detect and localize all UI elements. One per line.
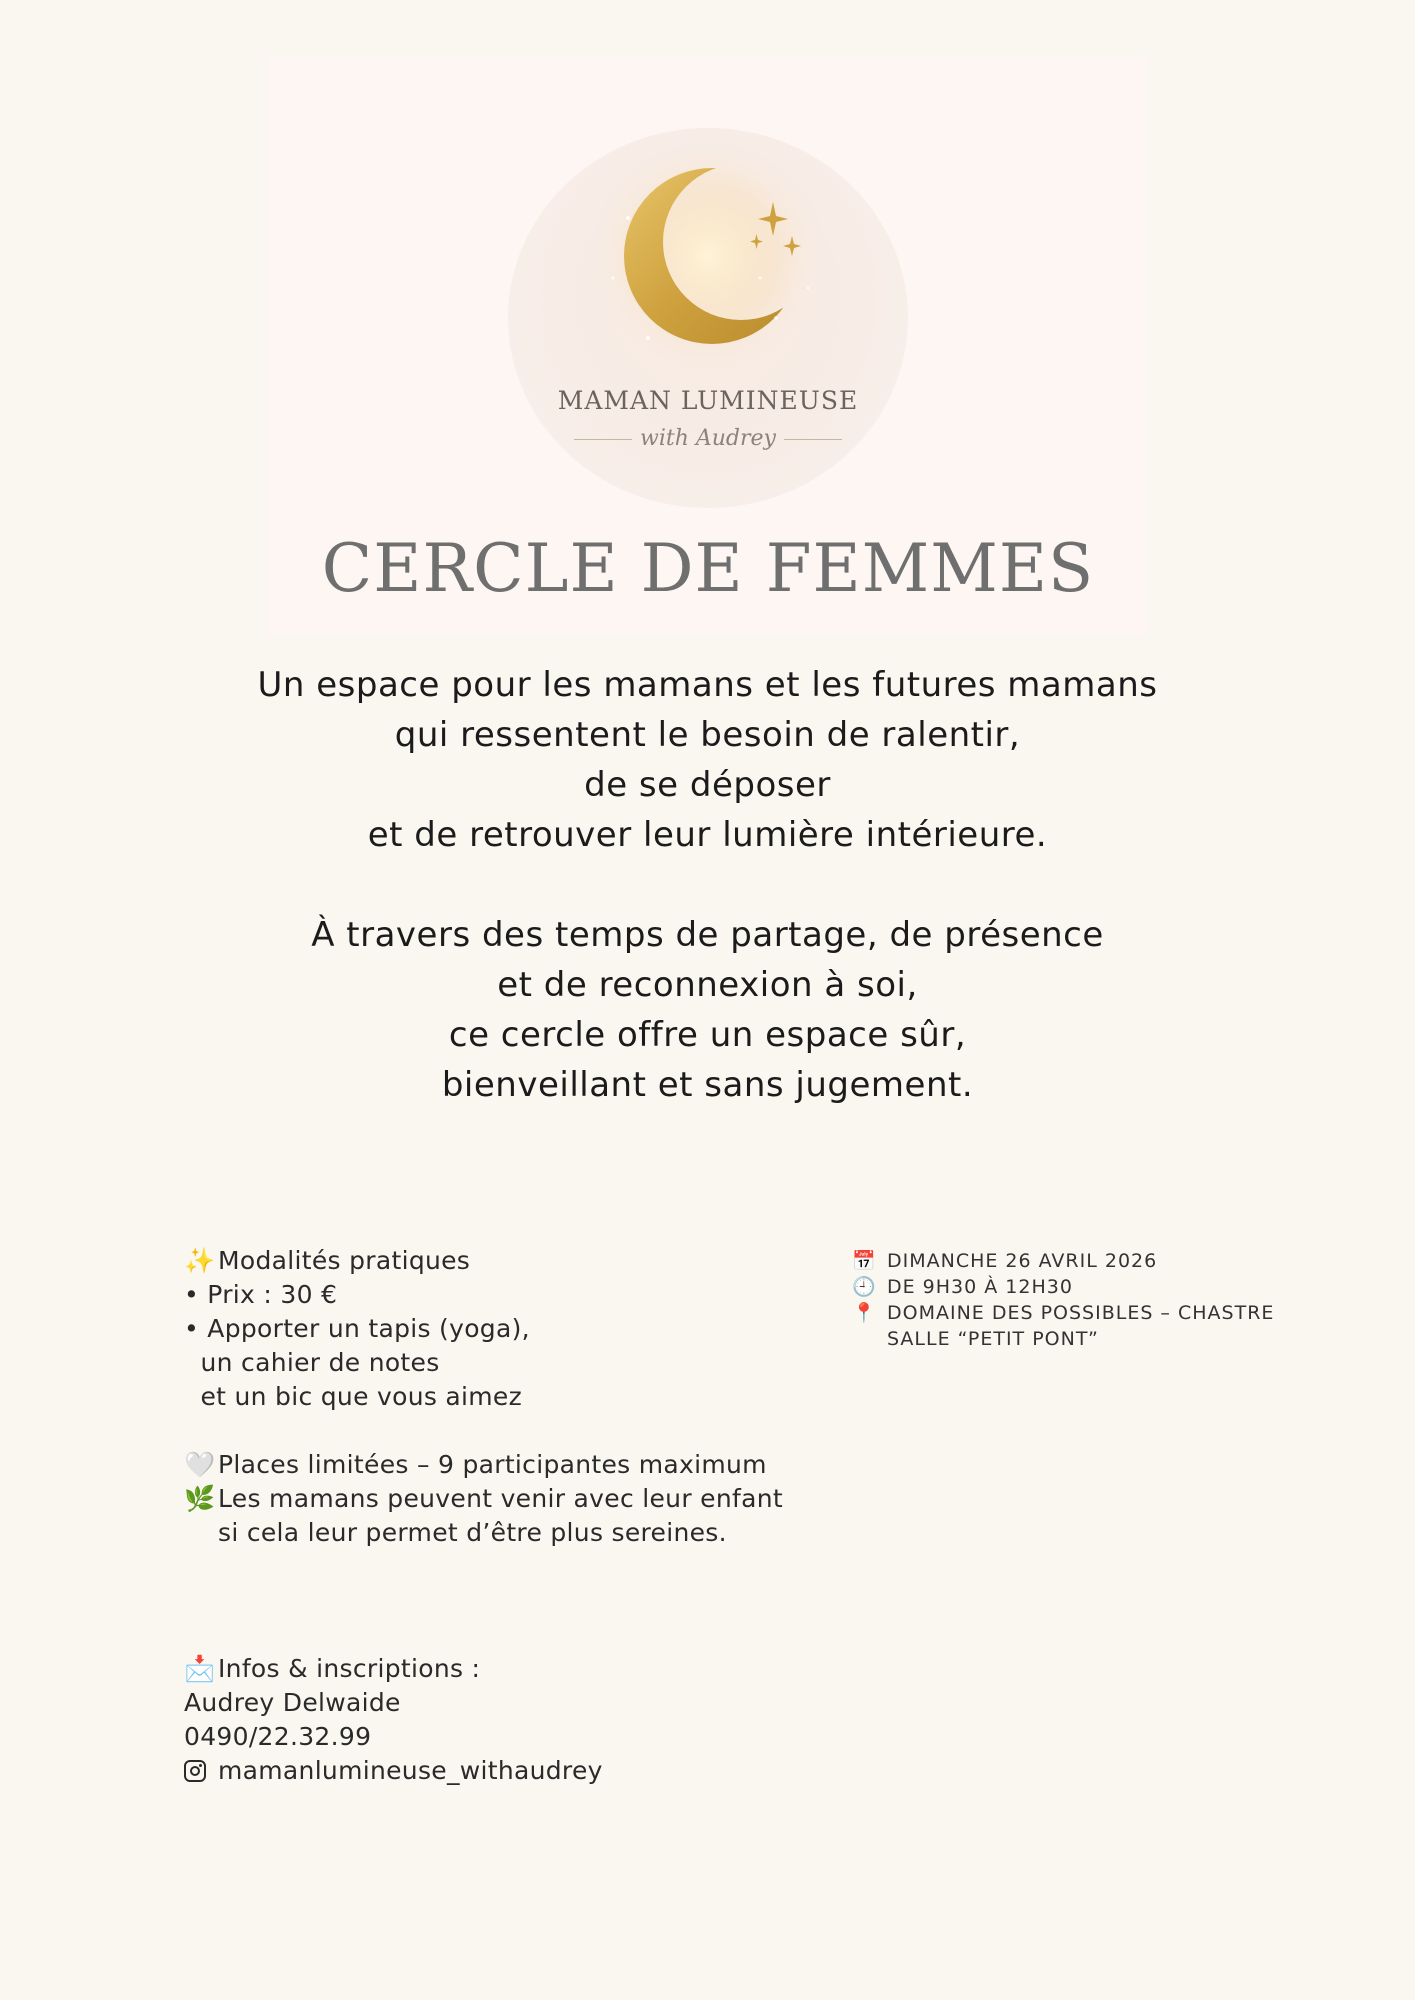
bring-line: un cahier de notes [184, 1348, 440, 1377]
logo-subtitle-text: with Audrey [640, 426, 776, 451]
event-date [852, 1248, 1382, 1274]
white-heart-icon: 🤍 [184, 1450, 216, 1479]
envelope-icon: 📩 [184, 1654, 216, 1683]
event-room [852, 1326, 1382, 1352]
instagram-icon [184, 1760, 206, 1782]
intro-line: Un espace pour les mamans et les futures mamans [257, 665, 1158, 705]
intro-line: et de retrouver leur lumière intérieure. [367, 815, 1048, 855]
sparkles-icon: ✨ [184, 1246, 216, 1275]
clock-icon: 🕘 [852, 1276, 877, 1298]
practical-info [184, 1244, 884, 1550]
kids-text: Les mamans peuvent venir avec leur enfant [218, 1484, 783, 1513]
herb-icon: 🌿 [184, 1484, 216, 1513]
kids-note [184, 1482, 884, 1516]
contact-info [184, 1652, 884, 1788]
kids-note-continued [184, 1516, 884, 1550]
contact-phone: 0490/22.32.99 [184, 1722, 372, 1751]
event-details [852, 1248, 1382, 1352]
bring-line: et un bic que vous aimez [184, 1382, 523, 1411]
practical-heading [184, 1244, 884, 1278]
intro-text [150, 660, 1265, 1110]
event-time-text: DE 9H30 À 12H30 [887, 1276, 1073, 1298]
practical-heading-text: Modalités pratiques [218, 1246, 471, 1275]
places-text: Places limitées – 9 participantes maximum [218, 1450, 767, 1479]
page-title: CERCLE DE FEMMES [321, 530, 1095, 607]
crescent-moon-icon [508, 128, 908, 508]
event-room-text: SALLE “PETIT PONT” [887, 1328, 1099, 1350]
places-limit [184, 1448, 884, 1482]
kids-text: si cela leur permet d’être plus sereines. [218, 1518, 727, 1547]
divider [784, 439, 842, 440]
intro-line: de se déposer [584, 765, 831, 805]
divider [574, 439, 632, 440]
price: • Prix : 30 € [184, 1280, 338, 1309]
event-date-text: DIMANCHE 26 AVRIL 2026 [887, 1250, 1158, 1272]
intro-line: bienveillant et sans jugement. [441, 1065, 974, 1105]
contact-name: Audrey Delwaide [184, 1688, 401, 1717]
brand-logo [508, 128, 908, 508]
instagram-text: mamanlumineuse_withaudrey [218, 1756, 603, 1785]
event-place [852, 1300, 1382, 1326]
intro-line: À travers des temps de partage, de présence [311, 915, 1104, 955]
intro-line: et de reconnexion à soi, [497, 965, 918, 1005]
bring-line: • Apporter un tapis (yoga), [184, 1314, 530, 1343]
calendar-icon: 📅 [852, 1250, 877, 1272]
contact-heading-text: Infos & inscriptions : [218, 1654, 481, 1683]
event-place-text: DOMAINE DES POSSIBLES – CHASTRE [887, 1302, 1275, 1324]
logo-brand-text: MAMAN LUMINEUSE [557, 386, 859, 415]
intro-line: qui ressentent le besoin de ralentir, [394, 715, 1021, 755]
location-pin-icon: 📍 [852, 1302, 877, 1324]
logo-subtitle [508, 426, 908, 451]
intro-line: ce cercle offre un espace sûr, [448, 1015, 967, 1055]
event-time [852, 1274, 1382, 1300]
contact-heading [184, 1652, 884, 1686]
instagram-handle [184, 1754, 884, 1788]
